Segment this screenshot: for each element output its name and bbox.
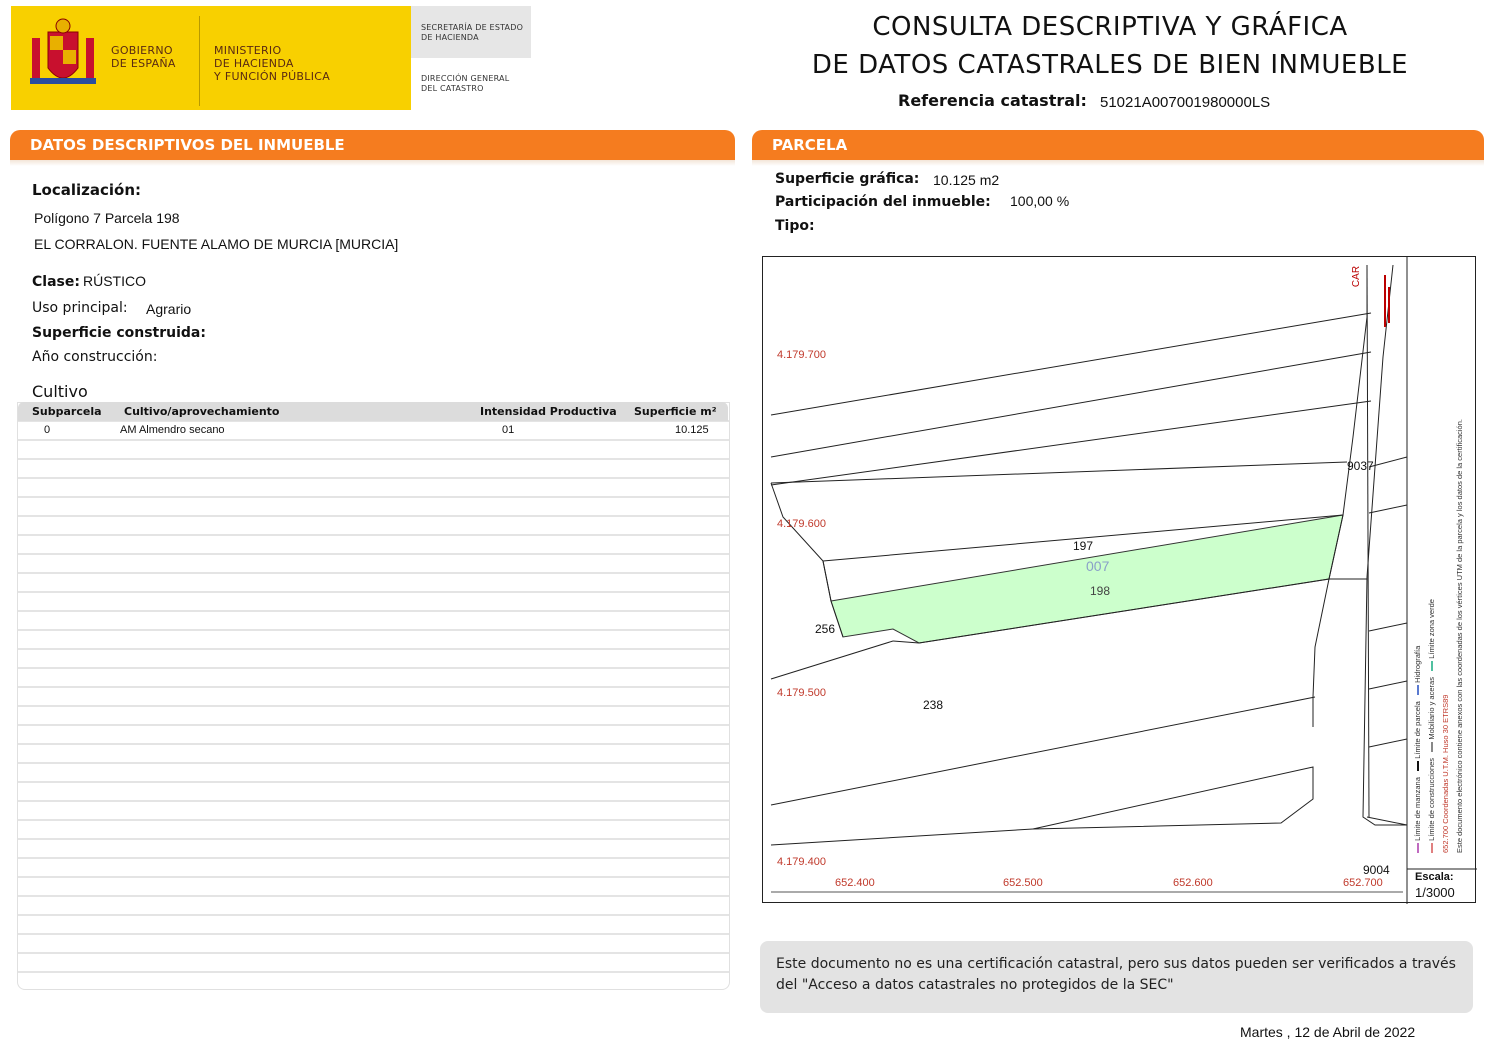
- parcel-label: 238: [923, 698, 944, 712]
- legend-item: Límite de manzana: [1413, 777, 1422, 841]
- table-cell: 01: [502, 424, 515, 436]
- parcel-label: 9004: [1363, 863, 1390, 877]
- y-coord-label: 4.179.700: [777, 349, 826, 361]
- x-coord-label: 652.400: [835, 877, 875, 889]
- table-cell: AM Almendro secano: [120, 424, 225, 436]
- legend-zona-verde-icon: [1431, 661, 1433, 671]
- cultivo-title: Cultivo: [32, 382, 88, 401]
- uso-label: Uso principal:: [32, 300, 128, 316]
- cultivo-table: [17, 402, 730, 990]
- table-cell: 10.125: [675, 424, 709, 436]
- cadastral-map: [762, 256, 1476, 903]
- th-subparcela: Subparcela: [32, 405, 102, 418]
- coord-note: 652.700 Coordenadas U.T.M. Huso 30 ETRS89: [1441, 694, 1450, 853]
- x-coord-label: 652.600: [1173, 877, 1213, 889]
- y-coord-label: 4.179.400: [777, 856, 826, 868]
- legend-manzana-icon: [1417, 843, 1419, 853]
- section-bar-datos: DATOS DESCRIPTIVOS DEL INMUEBLE: [10, 130, 735, 160]
- gov-text: GOBIERNO DE ESPAÑA: [111, 44, 176, 70]
- secretaria-text: SECRETARÍA DE ESTADO DE HACIENDA: [421, 23, 524, 42]
- table-cell: 0: [44, 424, 51, 436]
- legend-parcela-icon: [1417, 761, 1419, 771]
- parcel-label: 198: [1090, 584, 1111, 598]
- th-cultivo: Cultivo/aprovechamiento: [124, 405, 280, 418]
- parcel-label: 256: [815, 622, 836, 636]
- x-coord-label: 652.500: [1003, 877, 1043, 889]
- anio-label: Año construcción:: [32, 349, 158, 365]
- th-superficie: Superficie m²: [634, 405, 717, 418]
- legend-item: Mobiliario y aceras: [1427, 677, 1436, 740]
- scale-value: 1/3000: [1415, 885, 1455, 900]
- scale-label: Escala:: [1415, 871, 1454, 883]
- section-bar-parcela: PARCELA: [752, 130, 1484, 160]
- legend-mobiliario-icon: [1431, 742, 1433, 752]
- direccion-text: DIRECCIÓN GENERAL DEL CATASTRO: [421, 74, 510, 93]
- legend-item: Límite zona verde: [1427, 599, 1436, 659]
- ref-label: Referencia catastral:: [898, 91, 1087, 110]
- parcel-label: CAR: [1351, 265, 1363, 288]
- loc-line1: Polígono 7 Parcela 198: [34, 210, 180, 226]
- map-drawing: [763, 257, 1477, 904]
- page-title: CONSULTA DESCRIPTIVA Y GRÁFICA DE DATOS CATASTRALES DE BIEN INMUEBLE: [811, 12, 1409, 80]
- y-coord-label: 4.179.600: [777, 518, 826, 530]
- clase-label: Clase:: [32, 274, 80, 290]
- coat-of-arms-icon: [28, 18, 98, 96]
- legend-item: Hidrografía: [1413, 645, 1422, 683]
- document-date: Martes , 12 de Abril de 2022: [1240, 1024, 1416, 1040]
- loc-line2: EL CORRALON. FUENTE ALAMO DE MURCIA [MURCIA]: [34, 236, 399, 252]
- logo-divider: [199, 16, 200, 106]
- legend-item: Límite de construcciones: [1427, 757, 1436, 841]
- parcel-label: 197: [1073, 539, 1094, 553]
- tipo-label: Tipo:: [775, 218, 815, 234]
- x-coord-label: 652.700: [1343, 877, 1383, 889]
- parcel-label: 007: [1086, 558, 1110, 574]
- uso-value: Agrario: [146, 301, 192, 317]
- participacion-value: 100,00 %: [1010, 193, 1070, 209]
- localizacion-label: Localización:: [32, 181, 142, 199]
- sup-grafica-label: Superficie gráfica:: [775, 171, 920, 187]
- bar-shadow: [10, 160, 735, 166]
- legend-construcciones-icon: [1431, 843, 1433, 853]
- parcel-label: 9037: [1347, 459, 1374, 473]
- map-legend: [1411, 273, 1467, 853]
- legend-item: Límite de parcela: [1413, 701, 1422, 759]
- legend-hidrografia-icon: [1417, 685, 1419, 695]
- clase-value: RÚSTICO: [83, 273, 146, 289]
- disclaimer-box: Este documento no es una certificación catastral, pero sus datos pueden ser verificados a través del "Acceso a datos catastrales no protegidos de la SEC": [760, 941, 1473, 1013]
- bar-shadow: [752, 160, 1484, 166]
- ministry-text: MINISTERIO DE HACIENDA Y FUNCIÓN PÚBLICA: [214, 44, 331, 83]
- sup-grafica-value: 10.125 m2: [933, 172, 1000, 188]
- y-coord-label: 4.179.500: [777, 687, 826, 699]
- doc-note: Este documento electrónico contiene anexos con las coordenadas de los vértices UTM de la parcela y los datos de la certificación.: [1455, 419, 1464, 853]
- superficie-construida-label: Superficie construida:: [32, 325, 206, 341]
- ref-value: 51021A007001980000LS: [1100, 94, 1271, 111]
- participacion-label: Participación del inmueble:: [775, 194, 991, 210]
- th-intensidad: Intensidad Productiva: [480, 405, 617, 418]
